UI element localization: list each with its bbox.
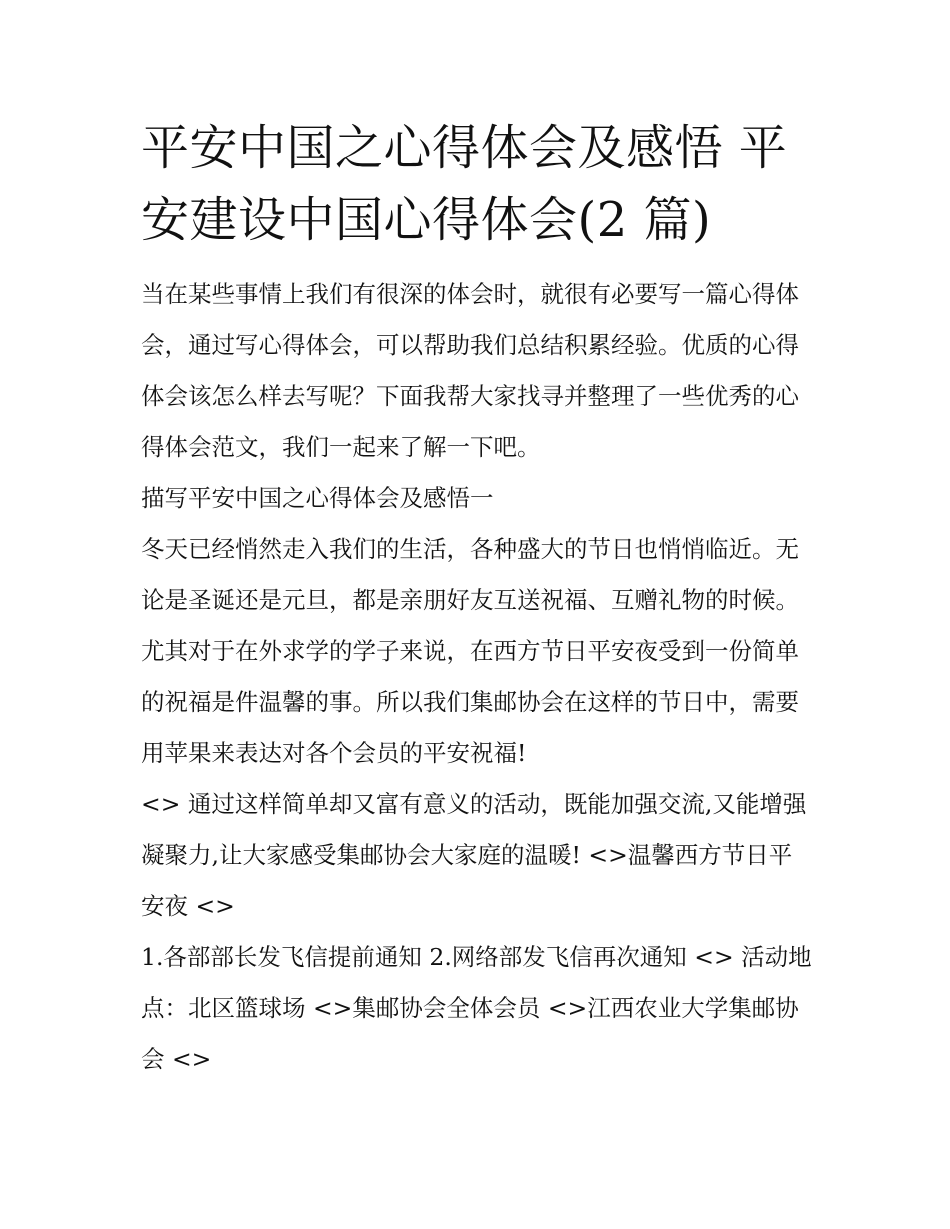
section-heading: 描写平安中国之心得体会及感悟一 <box>141 484 494 512</box>
body-paragraph: 1.各部部长发飞信提前通知 2.网络部发飞信再次通知 <> 活动地点：北区篮球场 <>集邮协会全体会员 <>江西农业大学集邮协会 <> <box>141 943 812 1073</box>
body-paragraph: <> 通过这样简单却又富有意义的活动，既能加强交流,又能增强凝聚力,让大家感受集邮协会大家庭的温暖! <>温馨西方节日平安夜 <> <box>141 790 807 920</box>
document-page <box>141 112 813 1085</box>
intro-paragraph: 当在某些事情上我们有很深的体会时，就很有必要写一篇心得体会，通过写心得体会，可以帮助我们总结积累经验。优质的心得体会该怎么样去写呢？下面我帮大家找寻并整理了一些优秀的心得体会范文，我们一起来了解一下吧。 <box>141 280 799 461</box>
body-paragraph: 冬天已经悄然走入我们的生活，各种盛大的节日也悄悄临近。无论是圣诞还是元旦，都是亲朋好友互送祝福、互赠礼物的时候。尤其对于在外求学的学子来说，在西方节日平安夜受到一份简单的祝福是件温馨的事。所以我们集邮协会在这样的节日中，需要用苹果来表达对各个会员的平安祝福! <box>141 535 799 767</box>
document-title: 平安中国之心得体会及感悟 平安建设中国心得体会(2 篇) <box>141 120 788 248</box>
